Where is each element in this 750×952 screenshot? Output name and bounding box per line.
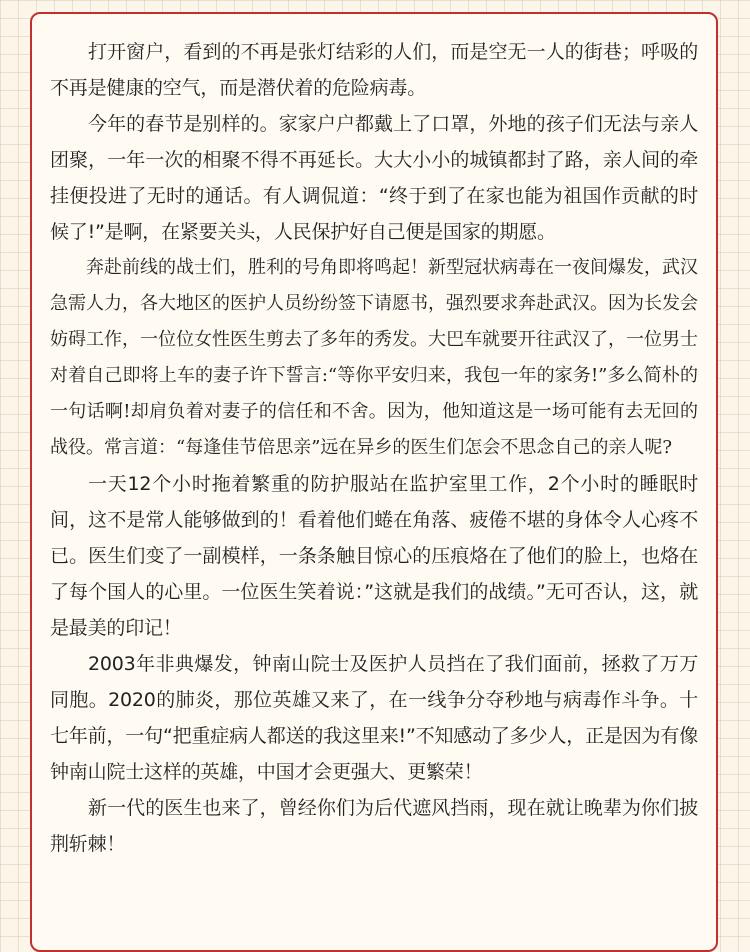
- article-card: [30, 12, 718, 952]
- paragraph-6: 新一代的医生也来了，曾经你们为后代遮风挡雨，现在就让晚辈为你们披荆斩棘！: [50, 797, 698, 855]
- paragraph-3: 奔赴前线的战士们，胜利的号角即将鸣起！新型冠状病毒在一夜间爆发，武汉急需人力，各大地区的医护人员纷纷签下请愿书，强烈要求奔赴武汉。因为长发会妨碍工作，一位位女性医生剪去了多年的秀发。大巴车就要开往武汉了，一位男士对着自己即将上车的妻子许下誓言:“等你平安归来，我包一年的家务!”多么简朴的一句话啊!却肩负着对妻子的信任和不舍。因为，他知道这是一场可能有去无回的战役。常言道：“每逢佳节倍思亲”远在异乡的医生们怎会不思念自己的亲人呢?: [50, 257, 698, 458]
- paragraph-4: 一天12个小时拖着繁重的防护服站在监护室里工作，2个小时的睡眠时间，这不是常人能够做到的！看着他们蜷在角落、疲倦不堪的身体令人心疼不已。医生们变了一副模样，一条条触目惊心的压痕烙在了他们的脸上，也烙在了每个国人的心里。一位医生笑着说：”这就是我们的战绩。”无可否认，这，就是最美的印记！: [50, 473, 698, 639]
- paragraph-1: 打开窗户，看到的不再是张灯结彩的人们，而是空无一人的街巷；呼吸的不再是健康的空气，而是潜伏着的危险病毒。: [50, 41, 698, 99]
- paragraph-5: 2003年非典爆发，钟南山院士及医护人员挡在了我们面前，拯救了万万同胞。2020的肺炎，那位英雄又来了，在一线争分夺秒地与病毒作斗争。十七年前，一句“把重症病人都送的我这里来!”不知感动了多少人，正是因为有像钟南山院士这样的英雄，中国才会更强大、更繁荣！: [50, 653, 698, 783]
- paragraph-2: 今年的春节是别样的。家家户户都戴上了口罩，外地的孩子们无法与亲人团聚，一年一次的相聚不得不再延长。大大小小的城镇都封了路，亲人间的牵挂便投进了无时的通话。有人调侃道：“终于到了在家也能为祖国作贡献的时候了!”是啊，在紧要关头，人民保护好自己便是国家的期愿。: [50, 113, 698, 243]
